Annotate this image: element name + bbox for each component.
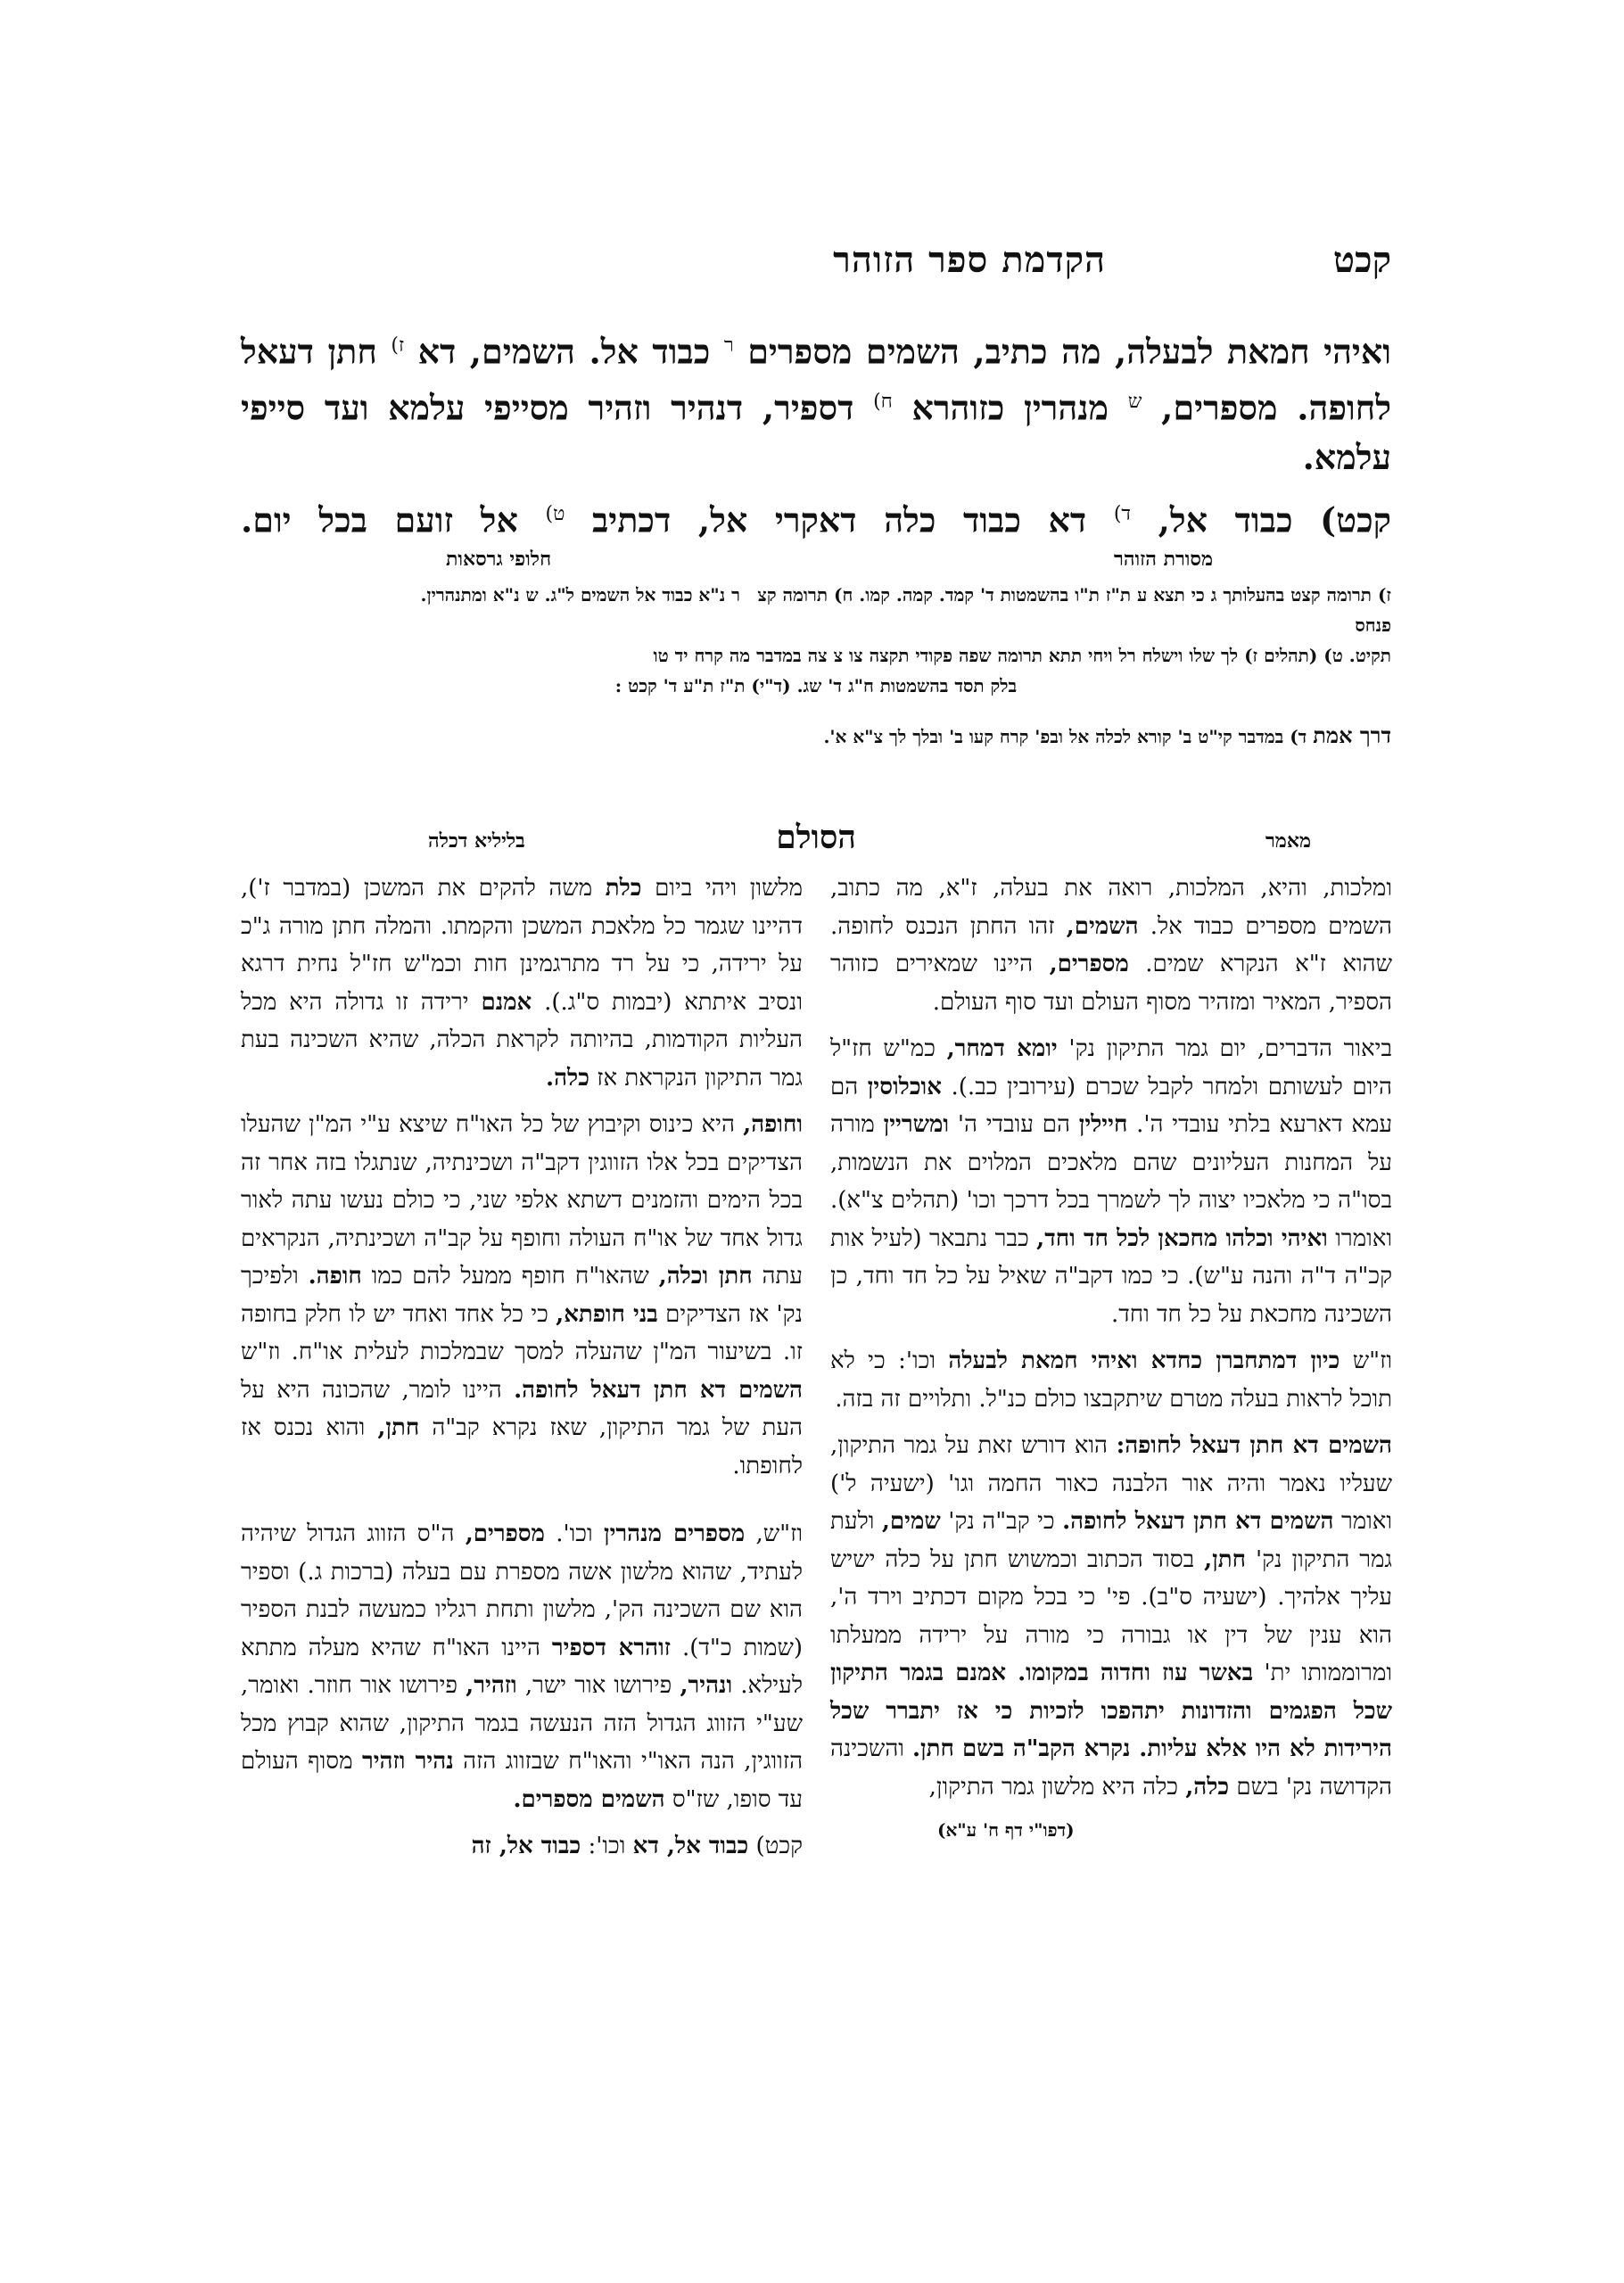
quote-run: חיילין	[1078, 1111, 1128, 1138]
text-run: הוא דורש זאת על גמר התיקון, שעליו נאמר והיה אור הלבנה כאור החמה וגו' (ישעיה ל') ואומר	[830, 1432, 1393, 1535]
quote-run: אוכלוסין	[867, 1073, 942, 1100]
sulam-heading	[241, 819, 1391, 863]
quote-run: כלה.	[546, 1064, 589, 1092]
quote-run: השמים מספרים.	[513, 1785, 665, 1813]
quote-run: חתן וכלה,	[658, 1263, 753, 1290]
text-run: בסוד הכתוב וכמשוש חתן על כלה ישיש עליך אלהיך. (ישעיה ס"ב). פי' כי בכל מקום דכתיב וירד ה', הוא ענין של דין או גבורה כי מורה על ירידה ממעלתו ומרוממותו ית'	[830, 1545, 1393, 1686]
maamar-label: מאמר	[1265, 829, 1311, 853]
quote-run: השמים דא חתן דעאל לחופה:	[1116, 1432, 1392, 1459]
text-run: כי כל אחד ואחד יש לו חלק בחופה זו. בשיעור המ"ן שהעלה למסך שבמלכות לעלית או"ח. וז"ש	[241, 1300, 803, 1365]
text-run: היינו שמאירים כזוהר הספיר, המאיר ומזהיר מסוף העולם ועד סוף העולם.	[830, 951, 1392, 1016]
page-title: הקדמת ספר הזוהר	[833, 239, 1106, 281]
commentary-paragraph	[241, 870, 803, 1097]
source-marker: ז)	[391, 334, 405, 357]
quote-run: באשר עוז וחדוה במקומו. אמנם בגמר התיקון שכל הפגמים והזדונות יתהפכו לזכיות כי אז יתברר שכל הירידות לא היו אלא עליות. נקרא הקב"ה בשם	[830, 1660, 1392, 1762]
text-run: כבר נתבאר (לעיל אות קכ"ה ד"ה והנה ע"ש). כי כמו דקב"ה שאיל על כל חד וחד, כן השכינה מחכאת על כל חד וחד.	[830, 1224, 1392, 1328]
text-run: משה להקים את המשכן (במדבר ז'), דהיינו שגמר כל מלאכת המשכן והקמתו. והמלה חתן מורה ג"כ על ירידה, כי על רד מתרגמינן חות וכמ"ש חז"ל נחית דרגא ונסיב איתתא (יבמות ס"ג.).	[241, 875, 804, 1016]
article-name: בליליא דכלה	[428, 829, 525, 853]
commentary-paragraph	[830, 1030, 1392, 1333]
text-run: כלה היא מלשון גמר התיקון,	[928, 1773, 1178, 1801]
quote-run: נהיר וזהיר	[361, 1748, 454, 1775]
zohar-text-segment: אל זועם בכל יום.	[241, 499, 518, 540]
quote-run: כלה,	[1185, 1773, 1230, 1801]
text-run: היא כינוס וקיבוץ של כל האו"ח שיצא ע"י המ"ן שהעלו הצדיקים בכל אלו הזווגין דקב"ה ושכינתיה, שנתגלו בזה אחר זה בכל הימים והזמנים דשתא אלפי שני, כי כולם נעשו עתה לאור גדול אחד של או"ח העולה וחופף על קב"ה ושכינתיה, הנקראים עתה	[241, 1111, 804, 1290]
source-marker: ט)	[545, 503, 565, 526]
page-number: קכט	[1332, 239, 1391, 281]
text-run: והשכינה הקדושה נק' בשם	[830, 1735, 1392, 1801]
commentary-column-left	[241, 870, 803, 1866]
zohar-paragraph-2	[241, 490, 1391, 546]
catchword: (דפו"י דף ח' ע"א)	[937, 1819, 1075, 1841]
zohar-text-segment: חתן דעאל לחופה. מספרים,	[241, 331, 1392, 428]
quote-run: מספרים,	[1049, 951, 1129, 977]
quote-run: השמים,	[1066, 912, 1139, 940]
text-run: כי קב"ה נק'	[948, 1508, 1055, 1535]
commentary-paragraph	[830, 1427, 1392, 1806]
quote-run: חופה.	[308, 1263, 362, 1290]
text-run: הם עמא דארעא בלתי עובדי ה'.	[830, 1073, 1393, 1138]
sulam-title: הסולם	[776, 819, 856, 856]
quote-run: ונהיר,	[680, 1672, 733, 1699]
chilufei-heading: חלופי גרסאות	[446, 548, 552, 571]
quote-run: מספרים מנהרין	[603, 1521, 746, 1547]
text-run: הם עובדי ה'	[957, 1111, 1070, 1138]
text-run: ולפיכך נק' אז הצדיקים	[241, 1263, 803, 1328]
text-run: היינו לומר, שהכונה היא על העת של גמר התיקון, שאז נקרא קב"ה	[241, 1376, 804, 1441]
text-run: וכו': כי לא תוכל לראות בעלה מטרם שיתקבצו כולם כנ"ל. ותלויים זה בזה.	[830, 1348, 1392, 1413]
quote-run: אמנם	[481, 988, 532, 1016]
text-run: מסוף העולם עד סופו, שז"ס	[241, 1748, 803, 1813]
text-run: וכו'.	[556, 1521, 593, 1547]
masoret-note: ז) תרומה קצט בהעלותך ג כי תצא ע ת"ז ת"ו בהשמטות ד' קמד. קמה. קמו. ח) תרומה קצ פנחס	[757, 584, 1391, 636]
masoret-note: בלק תסד בהשמטות ח"ג ד' שג. (ד"י) ת"ז ת"ע ד' קכט :	[614, 675, 1018, 696]
zohar-text-segment: קכט) כבוד אל,	[1158, 499, 1391, 540]
zohar-text-segment: דספיר, דנהיר וזהיר מסייפי עלמא ועד סייפי עלמא.	[241, 387, 1391, 478]
quote-run: שמים,	[881, 1508, 941, 1535]
derech-emet-note	[241, 721, 1391, 752]
quote-run: יומא דמחר,	[946, 1035, 1058, 1062]
quote-run: כבוד אל, דא	[632, 1833, 749, 1859]
text-run: פירושו אור חוזר. ואומר, שע"י הזווג הגדול הזה הנעשה בגמר התיקון, שהוא קבוץ מכל הזווגין, הנה האו"י והאו"ח שבזווג הזה	[241, 1672, 804, 1775]
chilufei-note: ר נ"א כבוד אל השמים ל"ג. ש נ"א ומתנהרין.	[420, 584, 740, 606]
quote-run: חתן.	[911, 1735, 954, 1762]
text-run: וז"ש	[1352, 1348, 1393, 1374]
masoret-note: תקיט. ט) (תהלים ז) לך שלו וישלח רל ויחי תתא תרומה שפה פקודי תקצה צו צ צה במדבר מה קרח יד טו	[653, 645, 1391, 666]
quote-run: וזהיר,	[466, 1672, 517, 1699]
text-run: קכט)	[755, 1833, 803, 1859]
quote-run: בני חופתא,	[556, 1300, 658, 1328]
text-run: כמ"ש חז"ל היום לעשותם ולמחר לקבל שכרם (עירובין כב.).	[830, 1035, 1393, 1100]
quote-run: כלת	[605, 875, 642, 902]
variant-marker: ר	[723, 334, 734, 357]
zohar-paragraph-1	[241, 321, 1391, 482]
zohar-text	[241, 321, 1391, 546]
quote-run: וחופה,	[743, 1111, 803, 1138]
running-head	[241, 239, 1391, 293]
text-run: ולעת גמר התיקון נק'	[830, 1508, 1392, 1573]
commentary-paragraph	[241, 1106, 803, 1485]
source-marker: ח)	[873, 390, 893, 413]
zohar-text-segment: כבוד אל. השמים, דא	[417, 331, 711, 372]
notes-section	[241, 544, 1391, 752]
quote-run: כבוד אל, זה	[471, 1833, 581, 1859]
quote-run: חתן,	[377, 1414, 420, 1441]
text-run: שהאו"ח חופף ממעל להם כמו	[371, 1263, 649, 1290]
text-run: ומלכות, והיא, המלכות, רואה את בעלה, ז"א, מה כתוב, השמים מספרים כבוד אל.	[830, 875, 1393, 940]
derech-emet-text: ד) במדבר קי"ט ב' קורא לכלה אל ובפ' קרח קעו ב' ובלך לך צ"א א'.	[823, 726, 1307, 747]
text-run: היינו האו"ח שהיא מעלה מתתא לעילא.	[241, 1634, 804, 1699]
quote-run: השמים דא חתן דעאל לחופה.	[514, 1376, 803, 1404]
text-run: וז"ש,	[755, 1521, 804, 1547]
commentary-paragraph	[241, 1515, 803, 1818]
quote-run: זוהרא דספיר	[551, 1634, 671, 1661]
source-marker: ד)	[1113, 503, 1131, 526]
text-run: וכו':	[588, 1833, 626, 1859]
text-run: מלשון ויהי ביום	[655, 875, 804, 902]
text-run: פירושו אור ישר,	[524, 1672, 672, 1699]
text-run: ירידה זו גדולה היא מכל העליות הקודמות, בהיותה לקראת הכלה, שהיא השכינה בעת גמר התיקון הנקראת אז	[241, 988, 803, 1092]
derech-emet-label: דרך אמת	[1313, 722, 1391, 748]
text-run: ה"ס הזווג הגדול שיהיה לעתיד, שהוא מלשון אשה מספרת עם בעלה (ברכות ג.) וספיר הוא שם השכינה הק', מלשון ותחת רגליו כמעשה לבנת הספיר (שמות כ"ד).	[241, 1521, 804, 1661]
zohar-text-segment: דא כבוד כלה דאקרי אל, דכתיב	[591, 499, 1087, 540]
text-run: והוא נכנס אז לחופתו.	[241, 1414, 803, 1479]
quote-run: ומשריין	[883, 1111, 950, 1138]
text-run: ביאור הדברים, יום גמר התיקון נק'	[1068, 1035, 1392, 1062]
masoret-heading: מסורת הזוהר	[1114, 548, 1213, 571]
commentary-paragraph	[830, 1342, 1392, 1418]
zohar-text-segment: מנהרין כזוהרא	[911, 387, 1109, 428]
text-run: זהו החתן הנכנס לחופה. שהוא ז"א הנקרא שמים.	[830, 912, 1393, 977]
commentary-column-right	[830, 870, 1392, 1850]
quote-run: כיון דמתחברן כחדא ואיהי חמאת לבעלה	[948, 1348, 1340, 1374]
notes-headings	[241, 544, 1391, 580]
commentary-paragraph	[241, 1827, 803, 1866]
quote-run: חתן,	[1204, 1545, 1247, 1573]
quote-run: ואיהי וכלהו מחכאן לכל חד וחד,	[1036, 1224, 1328, 1252]
quote-run: מספרים,	[465, 1521, 545, 1547]
commentary-paragraph	[830, 870, 1392, 1021]
quote-run: השמים דא חתן דעאל לחופה.	[1062, 1508, 1334, 1535]
zohar-text-segment: ואיהי חמאת לבעלה, מה כתיב, השמים מספרים	[747, 331, 1392, 372]
text-run: מורה על המחנות העליונים שהם מלאכים המלוים את הנשמות, בסו"ה כי מלאכיו יצוה לך לשמרך בכל דרכך וכו' (תהלים צ"א). ואומרו	[830, 1111, 1393, 1252]
variant-marker: ש	[1127, 390, 1142, 413]
